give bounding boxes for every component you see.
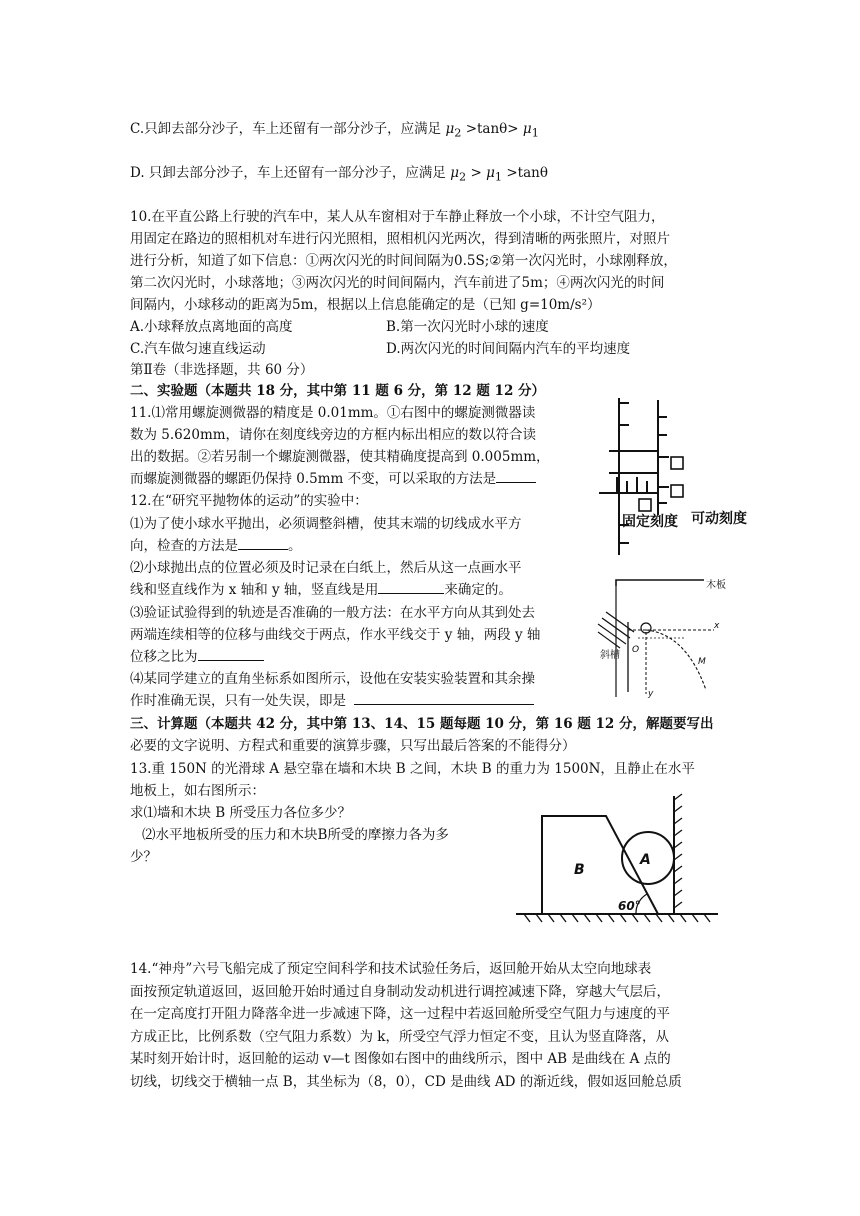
q12-line: 向，检查的方法是 。 [130, 535, 302, 557]
movable-scale-label: 可动刻度 [691, 511, 747, 527]
q12-line: 两端连续相等的位移与曲线交于两点，作水平线交于 y 轴，两段 y 轴 [130, 627, 541, 643]
q14-line: 14.“神舟”六号飞船完成了预定空间科学和技术试验任务后，返回舱开始从太空向地球表 [130, 961, 652, 977]
q11-line: 而螺旋测微器的螺距仍保持 0.5mm 不变，可以采取的方法是 [130, 468, 536, 490]
q11-line: 数为 5.620mm，请你在刻度线旁边的方框内标出相应的数以符合读 [130, 427, 537, 443]
angle-label: 60° [618, 899, 641, 913]
answer-blank [496, 468, 536, 483]
q12-line: 作时准确无误，只有一处失误，即是 [130, 690, 534, 712]
q14-line: 面按预定轨道返回，返回舱开始时通过自身制动发动机进行调控减速下降，穿越大气层后， [130, 984, 670, 1000]
q13-line: ⑵水平地板所受的压力和木块B所受的摩擦力各为多 [142, 827, 449, 843]
q10-line: 10.在平直公路上行驶的汽车中，某人从车窗相对于车静止释放一个小球，不计空气阻力， [130, 209, 665, 225]
q10-option-d: D.两次闪光的时间间隔内汽车的平均速度 [386, 341, 631, 357]
q12-line: ⑵小球抛出点的位置必须及时记录在白纸上，然后从这一点画水平 [130, 560, 522, 576]
answer-blank [238, 535, 288, 550]
q13-line: 13.重 150N 的光滑球 A 悬空靠在墙和木块 B 之间，木块 B 的重力为 1500N，且静止在水平 [130, 761, 695, 777]
ball-wedge-figure [508, 786, 728, 936]
q12-line: ⑶验证试验得到的轨迹是否准确的一般方法：在水平方向从其到处去 [130, 605, 535, 621]
answer-blank [198, 646, 264, 661]
q14-line: 在一定高度打开阻力降落伞进一步减速下降，这一过程中若返回舱所受空气阻力与速度的平 [130, 1006, 670, 1022]
block-b-label: B [574, 862, 585, 878]
x-axis-label: x [714, 621, 720, 631]
origin-label: O [632, 645, 640, 655]
fixed-scale-label: 固定刻度 [622, 514, 678, 530]
answer-blank [354, 690, 534, 705]
micrometer-figure [595, 395, 770, 560]
ball-a-label: A [640, 852, 651, 868]
answer-blank [378, 579, 444, 594]
q13-line: 求⑴墙和木块 B 所受压力各位多少？ [130, 805, 352, 821]
q10-option-c: C.汽车做匀速直线运动 [130, 341, 266, 357]
q14-line: 某时刻开始计时，返回舱的运动 v—t 图像如右图中的曲线所示，图中 AB 是曲线在 A 点的 [130, 1051, 671, 1067]
q14-line: 切线，切线交于横轴一点 B，其坐标为（8，0），CD 是曲线 AD 的渐近线，假如返回舱总质 [130, 1074, 682, 1090]
q10-line: 进行分析，知道了如下信息：①两次闪光的时间间隔为0.5S;②第一次闪光时，小球刚释放， [130, 253, 677, 269]
q12-line: ⑷某同学建立的直角坐标系如图所示，设他在安装实验装置和其余操 [130, 671, 535, 687]
q10-line: 第二次闪光时，小球落地；③两次闪光的时间间隔内，汽车前进了5m；④两次闪光的时间 [130, 275, 665, 291]
q12-line: 位移之比为 [130, 646, 264, 668]
point-m-label: M [698, 657, 706, 667]
q10-option-a: A.小球释放点离地面的高度 [130, 319, 293, 335]
projectile-apparatus-figure [596, 572, 731, 700]
board-label: 木板 [706, 580, 726, 591]
y-axis-label: y [648, 689, 654, 699]
q9-option-c: C.只卸去部分沙子，车上还留有一部分沙子，应满足 $\mu_2 >\tan\theta> \mu_1$ [130, 121, 539, 140]
q11-line: 出的数据。②若另制一个螺旋测微器，使其精确度提高到 0.005mm， [130, 449, 550, 465]
q10-option-b: B.第一次闪光时小球的速度 [386, 319, 549, 335]
q14-line: 方成正比，比例系数（空气阻力系数）为 k，所受空气浮力恒定不变，且认为竖直降落，从 [130, 1029, 669, 1045]
section-two-heading: 二、实验题（本题共 18 分，其中第 11 题 6 分，第 12 题 12 分） [130, 383, 546, 399]
q13-line: 少？ [130, 849, 157, 865]
q10-line: 用固定在路边的照相机对车进行闪光照相，照相机闪光两次，得到清晰的两张照片，对照片 [130, 231, 670, 247]
q12-line: 线和竖直线作为 x 轴和 y 轴，竖直线是用 来确定的。 [130, 579, 512, 601]
q12-line: 12.在“研究平抛物体的运动”的实验中： [130, 493, 368, 509]
q9-option-d: D. 只卸去部分沙子，车上还留有一部分沙子，应满足 $\mu_2 > \mu_1 >\tan\theta$ [130, 165, 548, 184]
q10-line: 间隔内，小球移动的距离为5m，根据以上信息能确定的是（已知 g=10m/s²） [130, 297, 601, 313]
section-three-line: 必要的文字说明、方程式和重要的演算步骤，只写出最后答案的不能得分） [130, 738, 576, 754]
part-two-heading: 第Ⅱ卷（非选择题，共 60 分） [130, 362, 314, 378]
q12-line: ⑴为了使小球水平抛出，必须调整斜槽，使其末端的切线成水平方 [130, 516, 522, 532]
q11-line: 11.⑴常用螺旋测微器的精度是 0.01mm。①右图中的螺旋测微器读 [130, 405, 536, 421]
q13-line: 地板上，如右图所示： [130, 783, 265, 799]
section-three-heading: 三、计算题（本题共 42 分，其中第 13、14、15 题每题 10 分，第 16 题 12 分，解题要写出 [130, 716, 714, 732]
chute-label: 斜槽 [600, 650, 620, 661]
